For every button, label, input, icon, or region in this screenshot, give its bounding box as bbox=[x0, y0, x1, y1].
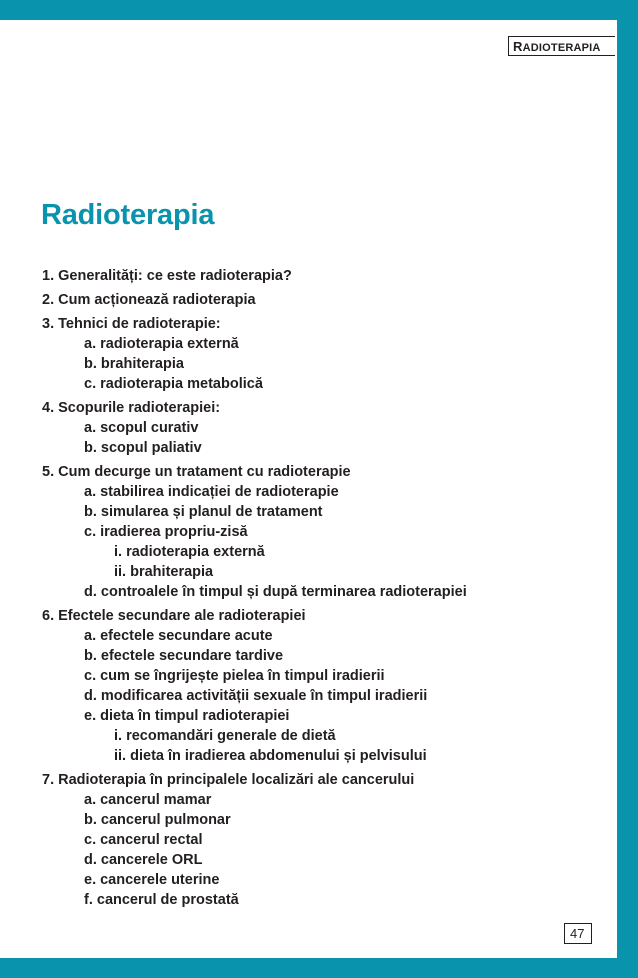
toc-item: c. cum se îngrijește pielea în timpul iradierii bbox=[84, 668, 385, 684]
toc-item: a. stabilirea indicației de radioterapie bbox=[84, 484, 339, 500]
toc-item: 5. Cum decurge un tratament cu radioterapie bbox=[42, 464, 351, 480]
toc-item: 6. Efectele secundare ale radioterapiei bbox=[42, 608, 306, 624]
toc-item: a. radioterapia externă bbox=[84, 336, 239, 352]
toc-item: c. iradierea propriu-zisă bbox=[84, 524, 248, 540]
toc-item: 7. Radioterapia în principalele localizări ale cancerului bbox=[42, 772, 415, 788]
toc-item: c. radioterapia metabolică bbox=[84, 376, 263, 392]
toc-item: f. cancerul de prostată bbox=[84, 892, 239, 908]
table-of-contents bbox=[42, 266, 602, 910]
toc-item: b. brahiterapia bbox=[84, 356, 184, 372]
toc-item: e. cancerele uterine bbox=[84, 872, 220, 888]
toc-item: 1. Generalități: ce este radioterapia? bbox=[42, 268, 292, 284]
bottom-color-band bbox=[0, 958, 638, 978]
toc-item: b. scopul paliativ bbox=[84, 440, 202, 456]
toc-item: i. recomandări generale de dietă bbox=[114, 728, 336, 744]
toc-item: 4. Scopurile radioterapiei: bbox=[42, 400, 221, 416]
toc-item: ii. dieta în iradierea abdomenului și pelvisului bbox=[114, 748, 427, 764]
toc-item: i. radioterapia externă bbox=[114, 544, 265, 560]
toc-item: d. cancerele ORL bbox=[84, 852, 203, 868]
toc-item: a. efectele secundare acute bbox=[84, 628, 273, 644]
running-header-rest: ADIOTERAPIA bbox=[522, 42, 601, 54]
toc-item: a. cancerul mamar bbox=[84, 792, 212, 808]
top-color-band bbox=[0, 0, 638, 20]
toc-item: 2. Cum acționează radioterapia bbox=[42, 292, 256, 308]
toc-item: b. simularea și planul de tratament bbox=[84, 504, 323, 520]
toc-item: b. cancerul pulmonar bbox=[84, 812, 231, 828]
toc-item: 3. Tehnici de radioterapie: bbox=[42, 316, 221, 332]
chapter-title: Radioterapia bbox=[41, 199, 215, 231]
page-number: 47 bbox=[564, 923, 592, 944]
toc-item: d. controalele în timpul și după terminarea radioterapiei bbox=[84, 584, 467, 600]
right-color-band bbox=[617, 0, 638, 978]
toc-item: e. dieta în timpul radioterapiei bbox=[84, 708, 290, 724]
running-header bbox=[508, 36, 615, 56]
toc-item: a. scopul curativ bbox=[84, 420, 199, 436]
running-header-initial: R bbox=[513, 39, 523, 54]
toc-item: c. cancerul rectal bbox=[84, 832, 203, 848]
toc-item: ii. brahiterapia bbox=[114, 564, 214, 580]
toc-item: b. efectele secundare tardive bbox=[84, 648, 284, 664]
toc-item: d. modificarea activității sexuale în timpul iradierii bbox=[84, 688, 428, 704]
